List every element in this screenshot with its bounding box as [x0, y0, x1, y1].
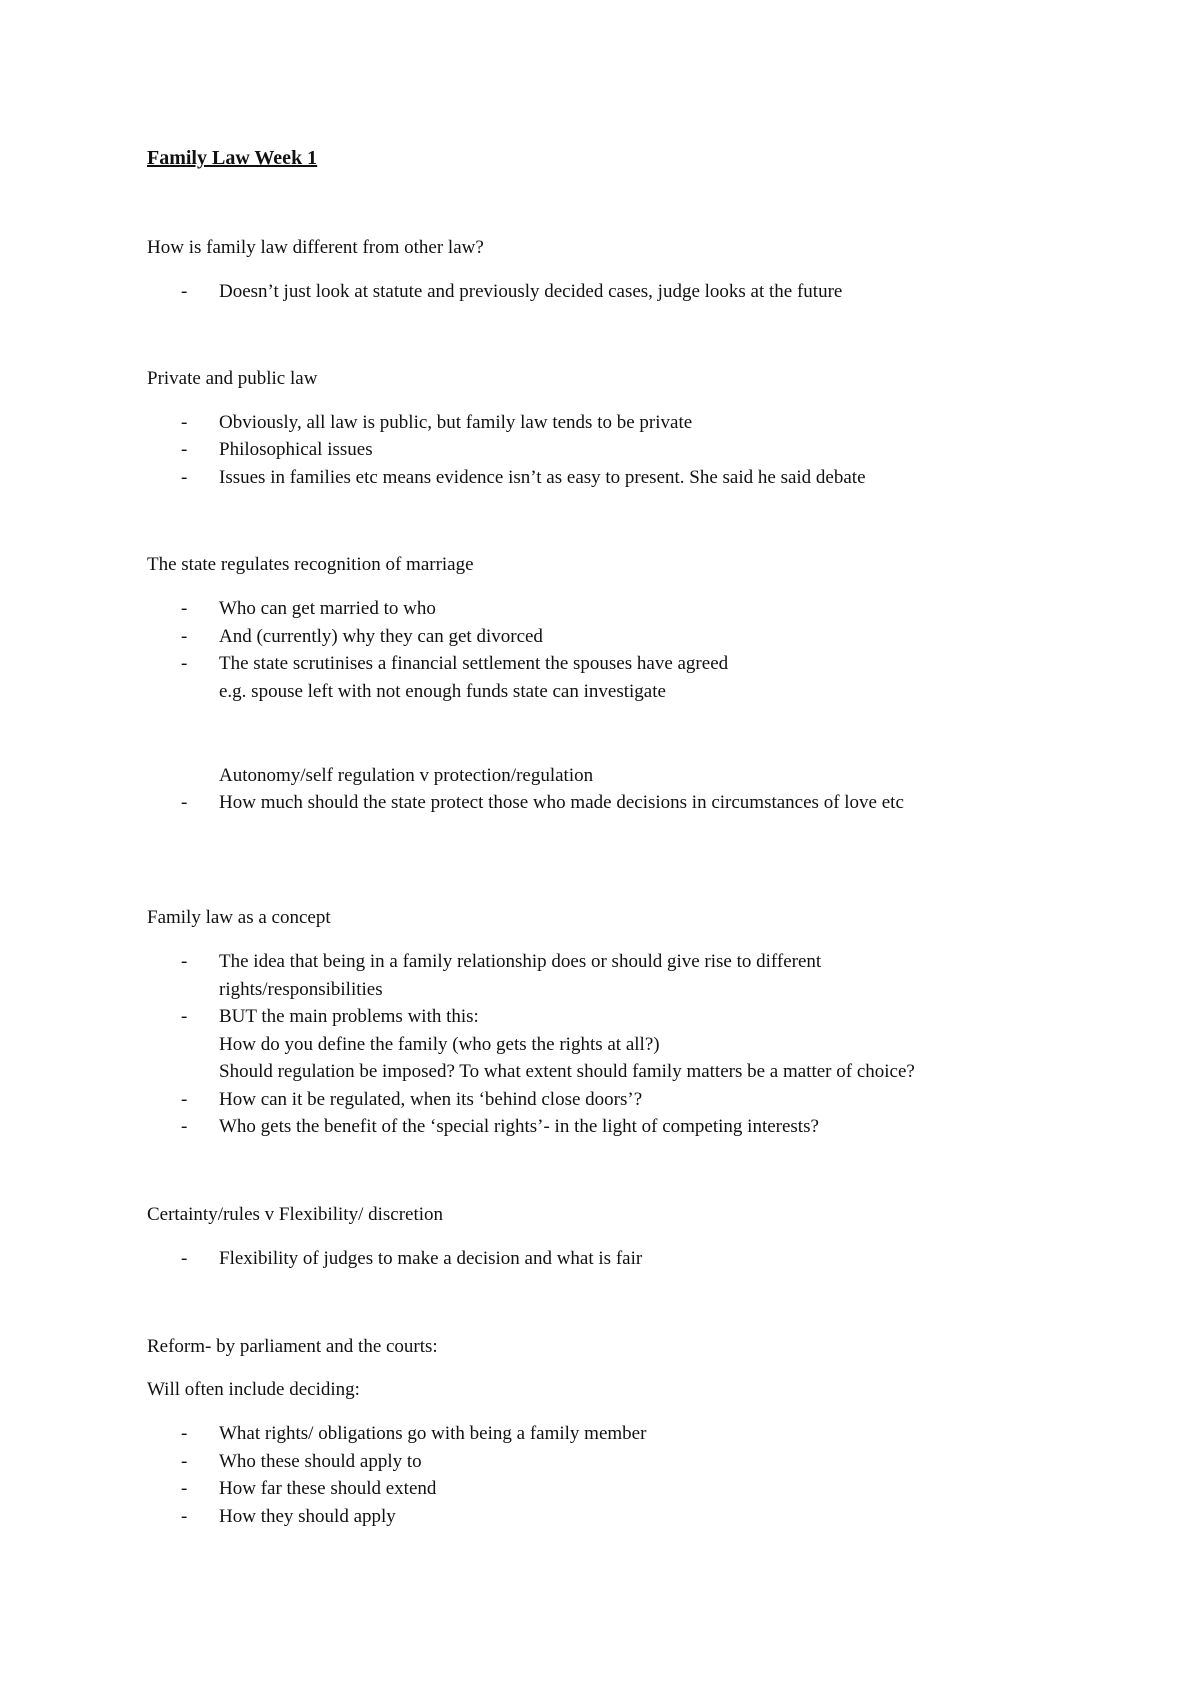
- bullet-dash: -: [181, 1423, 188, 1444]
- section-heading: Certainty/rules v Flexibility/ discretion: [147, 1204, 444, 1225]
- bullet-dash: -: [181, 281, 188, 302]
- bullet-continuation: Should regulation be imposed? To what extent should family matters be a matter of choice?: [219, 1061, 915, 1082]
- bullet-item: Doesn’t just look at statute and previously decided cases, judge looks at the future: [219, 281, 843, 302]
- bullet-dash: -: [181, 1116, 188, 1137]
- bullet-item: What rights/ obligations go with being a family member: [219, 1423, 647, 1444]
- bullet-item: Flexibility of judges to make a decision and what is fair: [219, 1248, 643, 1269]
- bullet-dash: -: [181, 1248, 188, 1269]
- bullet-item: Obviously, all law is public, but family law tends to be private: [219, 412, 693, 433]
- bullet-dash: -: [181, 1089, 188, 1110]
- bullet-dash: -: [181, 439, 188, 460]
- bullet-item: BUT the main problems with this:: [219, 1006, 479, 1027]
- bullet-item: How they should apply: [219, 1506, 396, 1527]
- bullet-item: And (currently) why they can get divorced: [219, 626, 543, 647]
- bullet-dash: -: [181, 951, 188, 972]
- bullet-dash: -: [181, 1478, 188, 1499]
- bullet-continuation: How do you define the family (who gets the rights at all?): [219, 1034, 660, 1055]
- section-heading: The state regulates recognition of marriage: [147, 554, 474, 575]
- section-heading: Reform- by parliament and the courts:: [147, 1336, 438, 1357]
- bullet-dash: -: [181, 1506, 188, 1527]
- subsection-heading: Will often include deciding:: [147, 1379, 360, 1400]
- bullet-item: The idea that being in a family relationship does or should give rise to different: [219, 951, 822, 972]
- bullet-item: Philosophical issues: [219, 439, 373, 460]
- bullet-item: How can it be regulated, when its ‘behind close doors’?: [219, 1089, 643, 1110]
- bullet-dash: -: [181, 626, 188, 647]
- bullet-dash: -: [181, 653, 188, 674]
- bullet-dash: -: [181, 467, 188, 488]
- bullet-item: Who these should apply to: [219, 1451, 422, 1472]
- bullet-dash: -: [181, 792, 188, 813]
- bullet-item: Who gets the benefit of the ‘special rights’- in the light of competing interests?: [219, 1116, 819, 1137]
- subsection-heading: Autonomy/self regulation v protection/regulation: [219, 765, 594, 786]
- section-heading: Family law as a concept: [147, 907, 331, 928]
- bullet-dash: -: [181, 598, 188, 619]
- bullet-item: How much should the state protect those who made decisions in circumstances of love etc: [219, 792, 904, 813]
- bullet-dash: -: [181, 1451, 188, 1472]
- bullet-item: How far these should extend: [219, 1478, 437, 1499]
- bullet-dash: -: [181, 412, 188, 433]
- document-title: Family Law Week 1: [147, 147, 318, 169]
- bullet-item: Who can get married to who: [219, 598, 436, 619]
- bullet-item: Issues in families etc means evidence isn’t as easy to present. She said he said debate: [219, 467, 866, 488]
- section-heading: How is family law different from other law?: [147, 237, 484, 258]
- bullet-continuation: e.g. spouse left with not enough funds state can investigate: [219, 681, 666, 702]
- bullet-continuation: rights/responsibilities: [219, 979, 383, 1000]
- bullet-dash: -: [181, 1006, 188, 1027]
- bullet-item: The state scrutinises a financial settlement the spouses have agreed: [219, 653, 729, 674]
- section-heading: Private and public law: [147, 368, 318, 389]
